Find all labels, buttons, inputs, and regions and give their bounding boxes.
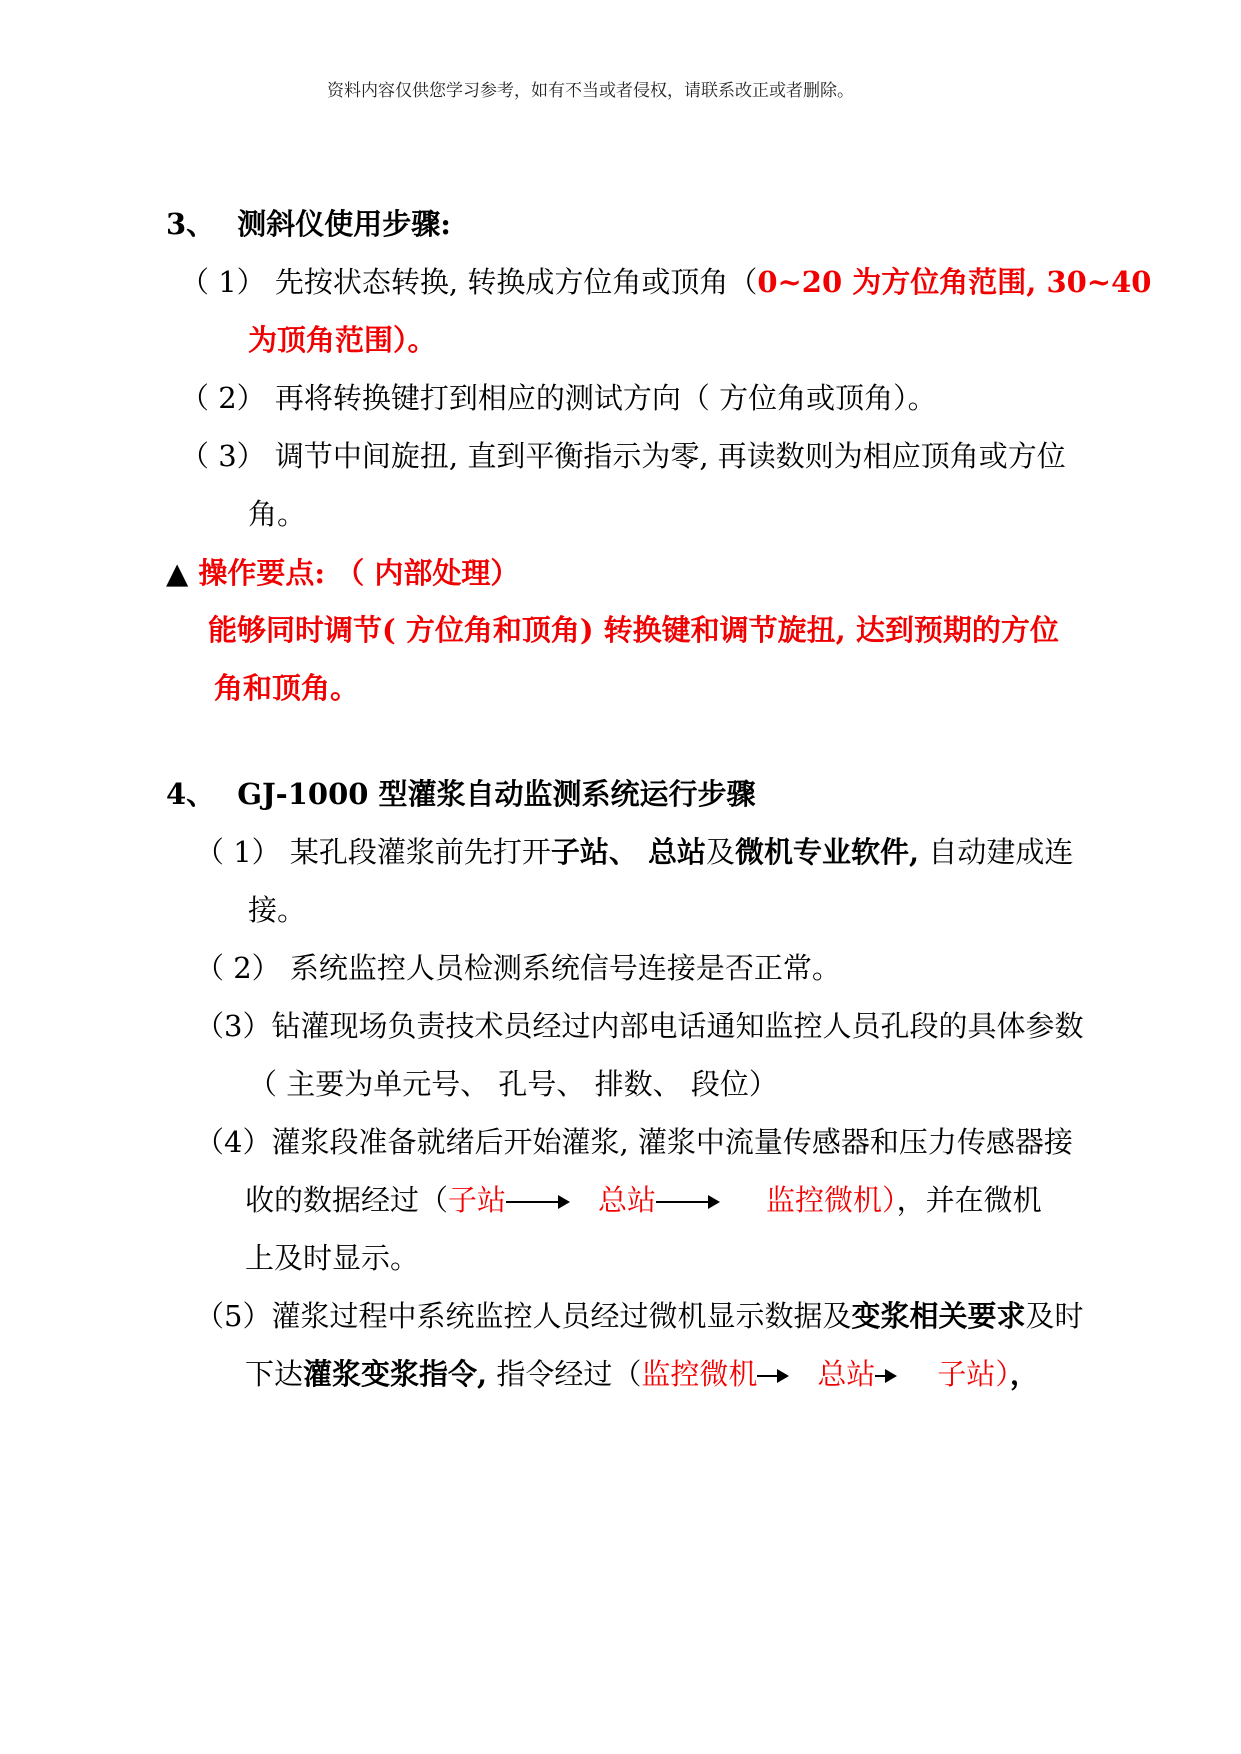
section-4-number: 4、 (166, 777, 216, 811)
s4-item-5-end: ， (1009, 1357, 1039, 1391)
s4-item-4-flow-line (245, 1182, 1042, 1218)
s4-item-3 (195, 1008, 1083, 1044)
triangle-marker-icon: ▲ (166, 556, 189, 590)
s4-item-5-number: （5） (195, 1299, 272, 1333)
key-points-heading (166, 555, 519, 591)
s4-item-1-text-c: 及 (706, 835, 736, 869)
s3-item-1-text: 先按状态转换, 转换成方位角或顶角（ (274, 265, 758, 299)
arrow-right-icon (757, 1375, 787, 1377)
s4-item-1-stations: 子站、 总站 (550, 835, 707, 869)
arrow-right-icon (656, 1201, 718, 1203)
s4-item-1 (195, 834, 1073, 870)
s3-item-1 (180, 264, 1151, 300)
flow-monitor-pc: 监控微机） (766, 1183, 897, 1217)
arrow-right-icon (875, 1375, 895, 1377)
header-notice: 资料内容仅供您学习参考，如有不当或者侵权，请联系改正或者删除。 (327, 81, 854, 101)
flow-substation: 子站 (448, 1183, 507, 1217)
s4-item-4-text-cont: 上及时显示。 (245, 1241, 420, 1275)
s4-item-5 (195, 1298, 1084, 1334)
s3-item-3-number: （ 3） (180, 439, 266, 473)
flow-monitor-pc-2: 监控微机 (641, 1357, 758, 1391)
key-points-title: 操作要点: （ 内部处理） (198, 556, 520, 590)
s4-item-5-flow-line (245, 1356, 1039, 1392)
s4-item-4 (195, 1124, 1073, 1160)
section-3-title: 测斜仪使用步骤: (237, 207, 451, 241)
s4-item-5-text-e: 指令经过（ (487, 1357, 642, 1391)
section-4-title: GJ-1000 型灌浆自动监测系统运行步骤 (237, 777, 756, 811)
s4-item-1-text-cont: 接。 (248, 893, 307, 927)
s3-item-2 (180, 380, 937, 416)
s4-item-2-number: （ 2） (195, 951, 281, 985)
flow-master-station: 总站 (598, 1183, 657, 1217)
s4-item-4-text-b: ，并在微机 (896, 1183, 1042, 1217)
s4-item-5-text-d: 下达 (245, 1357, 304, 1391)
section-3-heading (166, 206, 451, 242)
s3-item-1-range: 0~20 为方位角范围, 30~40 (757, 265, 1152, 299)
s4-item-5-text-a: 灌浆过程中系统监控人员经过微机显示数据及 (271, 1299, 852, 1333)
s4-item-3-text-cont: （ 主要为单元号、 孔号、 排数、 段位） (248, 1067, 778, 1101)
s3-item-3-text: 调节中间旋扭, 直到平衡指示为零, 再读数则为相应顶角或方位 (274, 439, 1066, 473)
flow-substation-2: 子站） (937, 1357, 1010, 1391)
flow-master-station-2: 总站 (817, 1357, 876, 1391)
s4-item-4-number: （4） (195, 1125, 272, 1159)
s4-item-5-instruction: 灌浆变浆指令, (303, 1357, 488, 1391)
s4-item-5-requirements: 变浆相关要求 (851, 1299, 1026, 1333)
key-points-text: 能够同时调节( 方位角和顶角) 转换键和调节旋扭, 达到预期的方位 (208, 613, 1059, 647)
s4-item-5-text-c: 及时 (1025, 1299, 1084, 1333)
s4-item-1-text-e: 自动建成连 (919, 835, 1074, 869)
s3-item-2-text: 再将转换键打到相应的测试方向（ 方位角或顶角）。 (274, 381, 937, 415)
s3-item-1-number: （ 1） (180, 265, 266, 299)
s3-item-3-text-cont: 角。 (248, 497, 307, 531)
section-3-number: 3、 (166, 207, 216, 241)
section-4-heading (166, 776, 756, 812)
s4-item-1-text-a: 某孔段灌浆前先打开 (289, 835, 551, 869)
s4-item-2 (195, 950, 841, 986)
s3-item-2-number: （ 2） (180, 381, 266, 415)
s4-item-4-text: 灌浆段准备就绪后开始灌浆, 灌浆中流量传感器和压力传感器接 (271, 1125, 1073, 1159)
s3-item-3 (180, 438, 1066, 474)
s4-item-2-text: 系统监控人员检测系统信号连接是否正常。 (289, 951, 841, 985)
s4-item-1-number: （ 1） (195, 835, 281, 869)
arrow-right-icon (506, 1201, 568, 1203)
s4-item-1-software: 微机专业软件, (735, 835, 920, 869)
s3-item-1-range-cont: 为顶角范围）。 (248, 323, 437, 357)
s4-item-3-text: 钻灌现场负责技术员经过内部电话通知监控人员孔段的具体参数 (271, 1009, 1084, 1043)
s4-item-4-text-a: 收的数据经过（ (245, 1183, 449, 1217)
key-points-text-cont: 角和顶角。 (214, 671, 360, 705)
s4-item-3-number: （3） (195, 1009, 272, 1043)
